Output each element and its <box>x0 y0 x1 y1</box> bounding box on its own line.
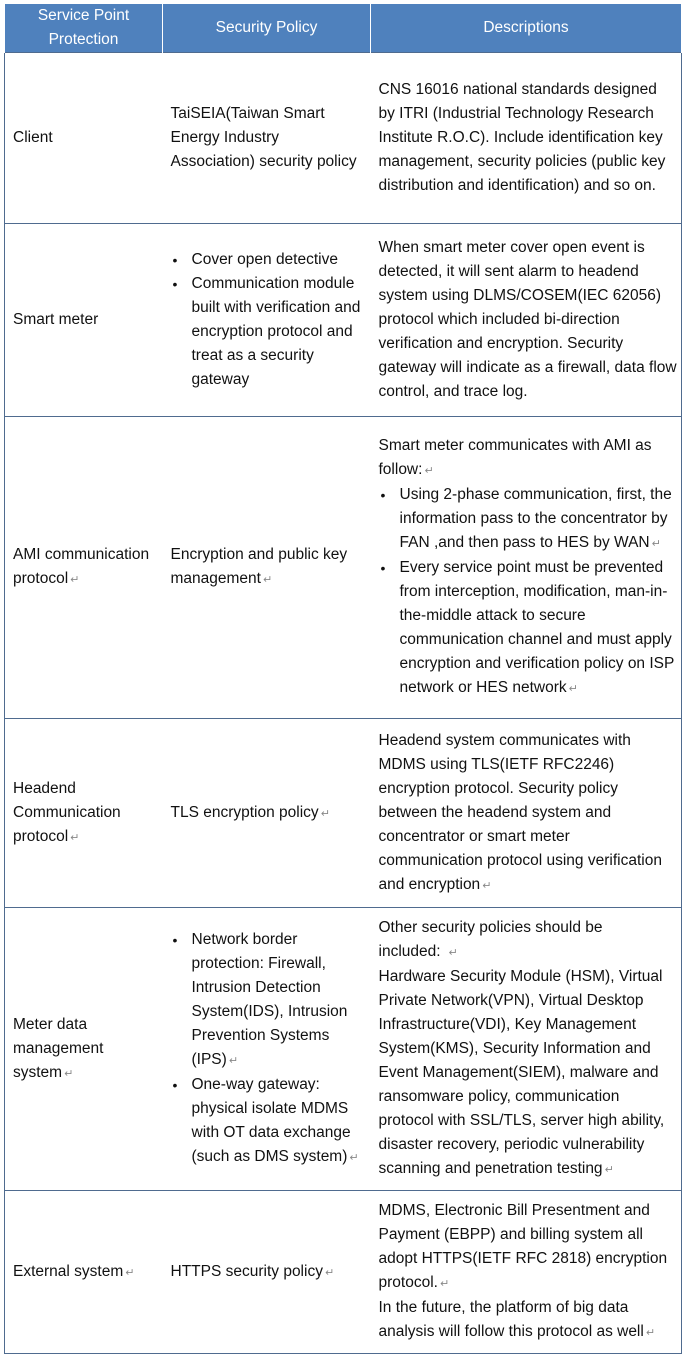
description-paragraph <box>379 1199 678 1296</box>
description-text: Headend system communicates with MDMS using TLS(IETF RFC2246) encryption protocol. Security policy between the headend system and concentrator or smart meter communication protocol using verification and encryption <box>378 731 662 893</box>
paragraph-mark: ↵ <box>262 574 273 586</box>
header-service-point: Service Point Protection <box>5 4 163 53</box>
cell-service-point <box>5 719 163 908</box>
description-text: Hardware Security Module (HSM), Virtual Private Network(VPN), Virtual Desktop Infrastructure(VDI), Key Management System(KMS), Security Information and Event Management(SIEM), malware and ransomware policy, communication protocol with SSL/TLS, server high ability, disaster recovery, periodic vulnerability scanning and penetration testing <box>378 968 665 1177</box>
service-point-label: Smart meter <box>13 311 99 328</box>
paragraph-mark: ↵ <box>482 879 492 892</box>
service-point-label: AMI communication protocol <box>13 546 150 587</box>
policy-text: TaiSEIA(Taiwan Smart Energy Industry Association) security policy <box>170 105 357 170</box>
cell-security-policy <box>163 908 371 1191</box>
paragraph-mark: ↵ <box>324 1266 335 1279</box>
cell-security-policy <box>163 224 371 417</box>
cell-security-policy <box>163 417 371 719</box>
table-row <box>5 53 682 224</box>
service-point-label: External system <box>13 1262 124 1280</box>
header-security-policy: Security Policy <box>163 4 371 53</box>
paragraph-mark: ↵ <box>568 683 578 695</box>
paragraph-mark: ↵ <box>424 465 434 477</box>
table-row <box>5 224 682 417</box>
cell-description <box>371 224 682 417</box>
cell-service-point <box>5 417 163 719</box>
description-intro <box>379 434 678 483</box>
policy-list-item-text: Network border protection: Firewall, Intrusion Detection System(IDS), Intrusion Prevention Systems (IPS) <box>191 931 348 1068</box>
service-point-label: Meter data management system <box>13 1015 104 1081</box>
policy-list <box>171 928 365 1170</box>
description-list-item-text: Using 2-phase communication, first, the information pass to the concentrator by FAN ,and then pass to HES by WAN <box>399 486 672 551</box>
paragraph-mark: ↵ <box>228 1055 239 1067</box>
cell-security-policy <box>163 719 371 908</box>
policy-text: Encryption and public key management <box>170 546 348 587</box>
policy-list-item: • Cover open detective <box>192 248 365 272</box>
table-row <box>5 908 682 1191</box>
description-text: When smart meter cover open event is detected, it will sent alarm to headend system using DLMS/COSEM(IEC 62056) protocol which included bi-direction verification and encryption. Security gateway will indicate as a firewall, data flow control, and trace log. <box>378 239 677 400</box>
paragraph-mark: ↵ <box>651 538 661 550</box>
description-text: CNS 16016 national standards designed by ITRI (Industrial Technology Research Institute R.O.C). Include identification key management, security policies (public key distribution and identification) and so on. <box>378 81 666 194</box>
paragraph-mark: ↵ <box>604 1164 614 1176</box>
cell-description <box>371 1191 682 1354</box>
policy-list <box>171 248 365 392</box>
table-header-row <box>5 4 682 53</box>
description-paragraph-extra <box>379 1296 678 1345</box>
paragraph-mark: ↵ <box>64 1067 74 1080</box>
cell-description <box>371 53 682 224</box>
paragraph-mark: ↵ <box>70 574 80 586</box>
description-list-item <box>400 556 678 701</box>
description-list-item-text: Every service point must be prevented from interception, modification, man-in-the-middle attack to secure communication channel and must apply encryption and verification policy on ISP network or HES network <box>399 559 675 696</box>
description-extra-text: In the future, the platform of big data analysis will follow this protocol as well <box>378 1299 644 1340</box>
description-list <box>379 483 678 701</box>
policy-text: HTTPS security policy <box>170 1262 323 1280</box>
cell-description <box>371 908 682 1191</box>
cell-service-point <box>5 53 163 224</box>
policy-list-item <box>192 928 365 1073</box>
paragraph-mark: ↵ <box>439 1278 450 1290</box>
paragraph-mark: ↵ <box>320 807 330 820</box>
description-intro <box>379 916 678 965</box>
cell-service-point <box>5 224 163 417</box>
paragraph-mark: ↵ <box>349 1152 359 1164</box>
header-descriptions: Descriptions <box>371 4 682 53</box>
table-row <box>5 719 682 908</box>
paragraph-mark: ↵ <box>70 831 80 844</box>
paragraph-mark: ↵ <box>448 947 458 959</box>
service-point-label: Client <box>13 129 53 146</box>
cell-description <box>371 719 682 908</box>
paragraph-mark: ↵ <box>645 1327 656 1339</box>
cell-service-point <box>5 908 163 1191</box>
cell-security-policy <box>163 1191 371 1354</box>
policy-list-item: • Communication module built with verification and encryption protocol and treat as a security gateway <box>192 272 365 392</box>
service-point-label: Headend Communication protocol <box>13 779 121 845</box>
paragraph-mark: ↵ <box>125 1266 135 1279</box>
description-list-item <box>400 483 678 556</box>
security-policy-table <box>4 4 682 1354</box>
policy-list-item <box>192 1073 365 1170</box>
description-intro-text: Other security policies should be included: <box>378 919 603 960</box>
table-row <box>5 417 682 719</box>
table-row <box>5 1191 682 1354</box>
description-intro-text: Smart meter communicates with AMI as follow: <box>378 437 652 478</box>
cell-description <box>371 417 682 719</box>
cell-service-point <box>5 1191 163 1354</box>
policy-list-item-text: One-way gateway: physical isolate MDMS with OT data exchange (such as DMS system) <box>191 1076 351 1165</box>
cell-security-policy <box>163 53 371 224</box>
policy-text: TLS encryption policy <box>170 803 319 821</box>
description-text: MDMS, Electronic Bill Presentment and Payment (EBPP) and billing system all adopt HTTPS(IETF RFC 2818) encryption protocol. <box>378 1202 668 1291</box>
